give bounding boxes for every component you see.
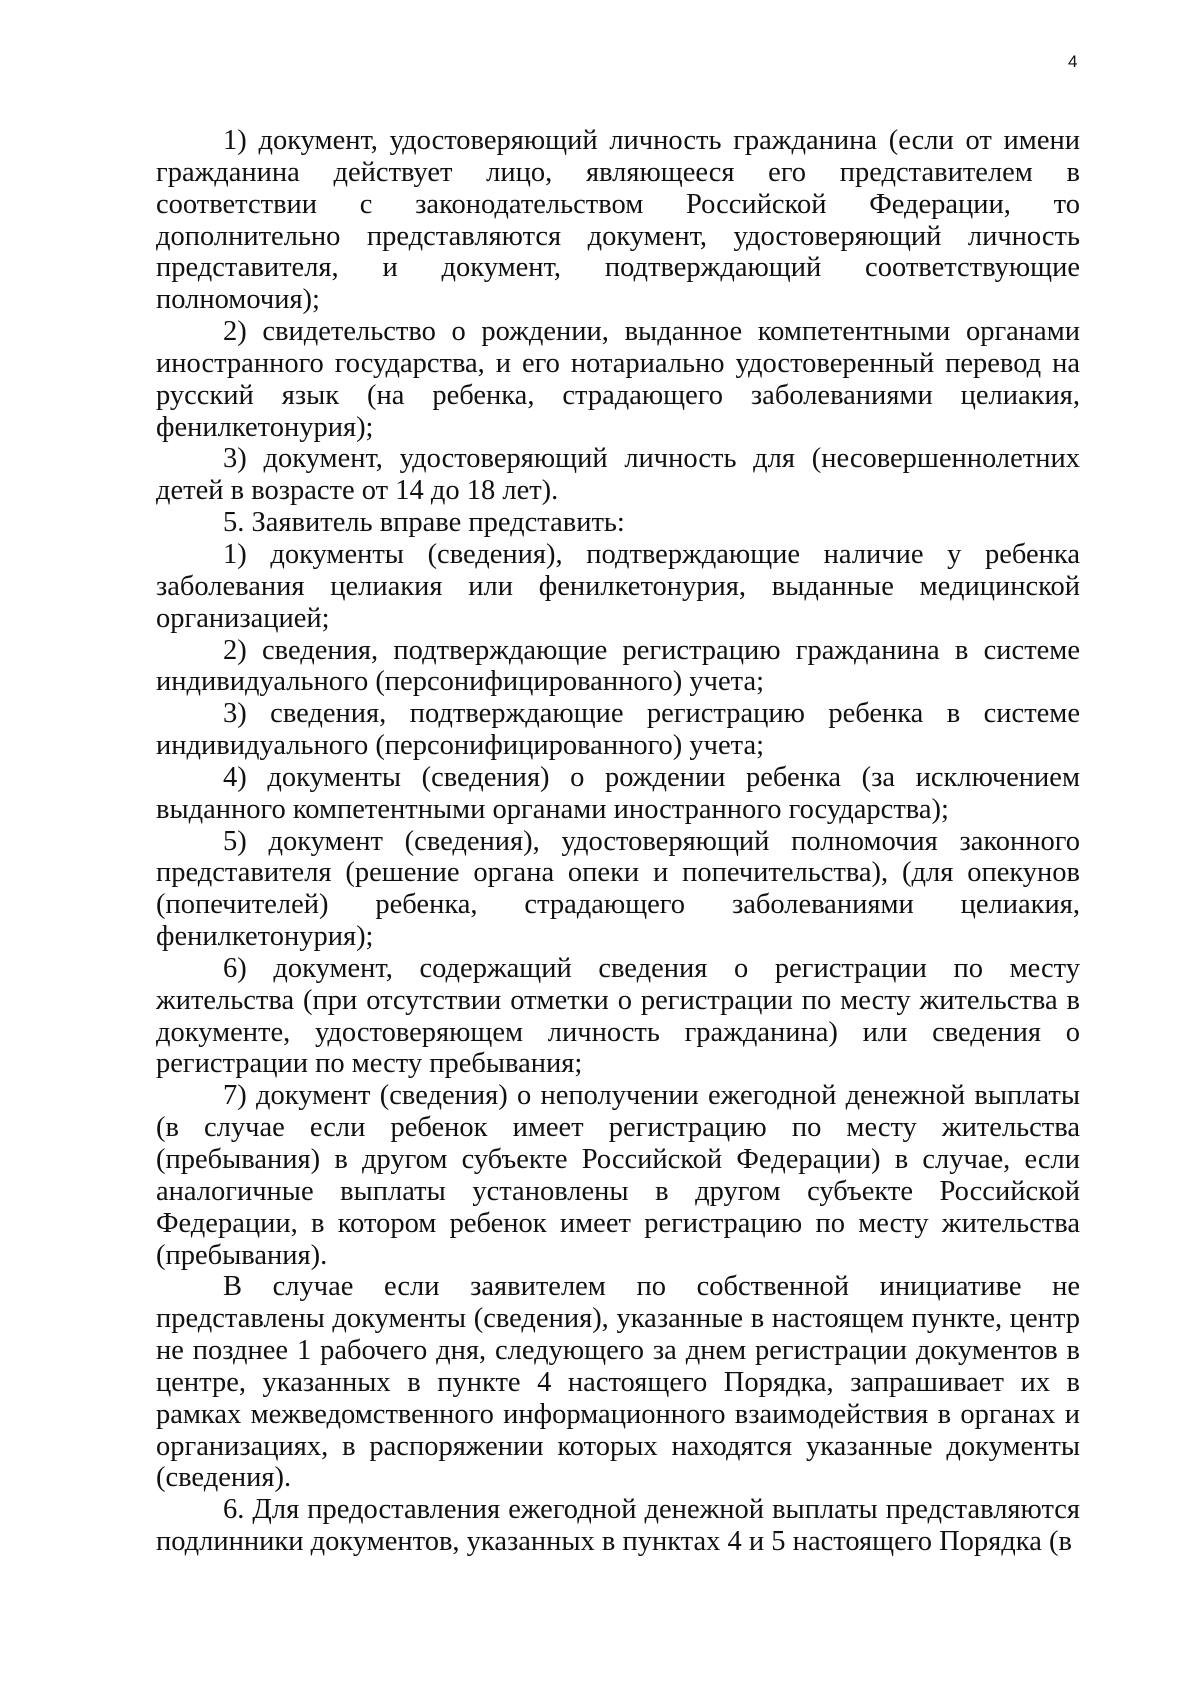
paragraph-item-3-minor-identity: 3) документ, удостоверяющий личность для (несовершеннолетних детей в возрасте от 14 до 18 лет). <box>156 443 1080 507</box>
paragraph-5-item-2: 2) сведения, подтверждающие регистрацию гражданина в системе индивидуального (персонифицированного) учета; <box>156 634 1080 698</box>
section-6-paragraph: 6. Для предоставления ежегодной денежной выплаты представляются подлинники документов, указанных в пунктах 4 и 5 настоящего Порядка (в <box>156 1494 1080 1558</box>
document-body <box>156 125 1080 1558</box>
paragraph-5-item-3: 3) сведения, подтверждающие регистрацию ребенка в системе индивидуального (персонифицированного) учета; <box>156 698 1080 762</box>
paragraph-5-item-4: 4) документы (сведения) о рождении ребенка (за исключением выданного компетентными органами иностранного государства); <box>156 761 1080 825</box>
paragraph-5-item-7: 7) документ (сведения) о неполучении ежегодной денежной выплаты (в случае если ребенок имеет регистрацию по месту жительства (пребывания) в другом субъекте Российской Федерации) в случае, если аналогичные выплаты установлены в другом субъекте Российской Федерации, в котором ребенок имеет регистрацию по месту жительства (пребывания). <box>156 1080 1080 1271</box>
paragraph-5-item-5: 5) документ (сведения), удостоверяющий полномочия законного представителя (решение органа опеки и попечительства), (для опекунов (попечителей) ребенка, страдающего заболеваниями целиакия, фенилкетонурия); <box>156 825 1080 953</box>
section-5-heading: 5. Заявитель вправе представить: <box>223 507 625 539</box>
paragraph-5-item-1: 1) документы (сведения), подтверждающие наличие у ребенка заболевания целиакия или фенилкетонурия, выданные медицинской организацией; <box>156 538 1080 634</box>
paragraph-item-2-birth-certificate: 2) свидетельство о рождении, выданное компетентными органами иностранного государства, и его нотариально удостоверенный перевод на русский язык (на ребенка, страдающего заболеваниями целиакия, фенилкетонурия); <box>156 316 1080 443</box>
page-number: 4 <box>1068 52 1078 71</box>
paragraph-item-1-identity-document: 1) документ, удостоверяющий личность гражданина (если от имени гражданина действует лицо, являющееся его представителем в соответствии с законодательством Российской Федерации, то дополнительно представляются документ, удостоверяющий личность представителя, и документ, подтверждающий соответствующие полномочия); <box>156 125 1080 316</box>
paragraph-5-item-6: 6) документ, содержащий сведения о регистрации по месту жительства (при отсутствии отметки о регистрации по месту жительства в документе, удостоверяющем личность гражданина) или сведения о регистрации по месту пребывания; <box>156 952 1080 1080</box>
paragraph-5-interagency-request: В случае если заявителем по собственной инициативе не представлены документы (сведения), указанные в настоящем пункте, центр не позднее 1 рабочего дня, следующего за днем регистрации документов в центре, указанных в пункте 4 настоящего Порядка, запрашивает их в рамках межведомственного информационного взаимодействия в органах и организациях, в распоряжении которых находятся указанные документы (сведения). <box>156 1271 1080 1494</box>
